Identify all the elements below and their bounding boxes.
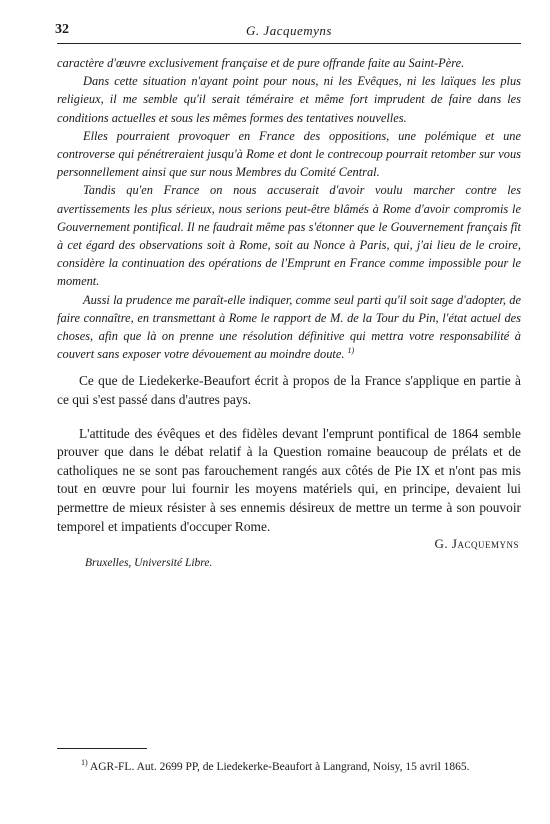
author-affiliation: Bruxelles, Université Libre. [85, 557, 213, 570]
footnote-text: AGR-FL. Aut. 2699 PP, de Liedekerke-Beaufort à Langrand, Noisy, 15 avril 1865. [89, 761, 470, 773]
quote-paragraph: Dans cette situation n'ayant point pour nous, ni les Evêques, ni les laïques les plus religieux, il me semble qu'il serait téméraire et même fort imprudent de faire dans les conditions actuelles et sous les mêmes formes des tentatives nouvelles. [57, 74, 521, 125]
quote-paragraph: Tandis qu'en France on nous accuserait d'avoir voulu marcher contre les avertissements les plus sérieux, nous serions peut-être blâmés à Rome d'avoir compromis le Gouvernement pontifical. Il ne faudrait même pas s'étonner que le Gouvernement français fît à cet égard des observations soit à Rome, soit au Nonce à Paris, qui, j'ai lieu de le croire, considère la continuation des opérations de l'Emprunt en France comme impossible pour le moment. [57, 183, 521, 289]
page-number: 32 [55, 22, 69, 37]
footnote-mark: 1) [81, 758, 88, 768]
quote-paragraph-last [57, 291, 521, 364]
page [57, 20, 521, 569]
footnote-reference[interactable]: 1) [347, 346, 355, 356]
quote-paragraph: caractère d'œuvre exclusivement française et de pure offrande faite au Saint-Père. [57, 56, 465, 70]
body-paragraph: Ce que de Liedekerke-Beaufort écrit à propos de la France s'applique en partie à ce qui s'est passé dans d'autres pays. [57, 373, 521, 408]
quoted-letter [57, 54, 521, 363]
footnote [57, 759, 519, 775]
body-text [57, 372, 521, 536]
body-paragraph: L'attitude des évêques et des fidèles devant l'emprunt pontifical de 1864 semble prouver que dans le débat relatif à la Question romaine beaucoup de prélats et de catholiques ne se sont pas farouchement rangés aux côtés de Pie IX et n'ont pas mis tout en œuvre pour lui fournir les moyens matériels qui, en principe, devaient lui permettre de mieux résister à ses ennemis désireux de mettre un terme à son pouvoir temporel et impatients d'occuper Rome. [57, 425, 521, 534]
running-head: G. Jacquemyns [246, 23, 332, 38]
header-rule [57, 43, 521, 44]
footnote-rule [57, 748, 147, 749]
quote-paragraph: Elles pourraient provoquer en France des oppositions, une polémique et une controverse qui pénétreraient jusqu'à Rome et dont le contrecoup pourrait retomber sur vous personnellement ainsi que sur nous Membres du Comité Central. [57, 128, 521, 180]
author-signature: G. Jacquemyns [434, 536, 519, 552]
quote-paragraph-text: Aussi la prudence me paraît-elle indiquer, comme seul parti qu'il soit sage d'adopter, de faire connaître, en transmettant à Rome le rapport de M. de la Tour du Pin, l'état actuel des choses, afin que là on prenne une résolution définitive qui mettra votre responsabilité à couvert sans exposer votre dévouement au moindre doute. [57, 292, 521, 362]
page-header [57, 20, 521, 42]
